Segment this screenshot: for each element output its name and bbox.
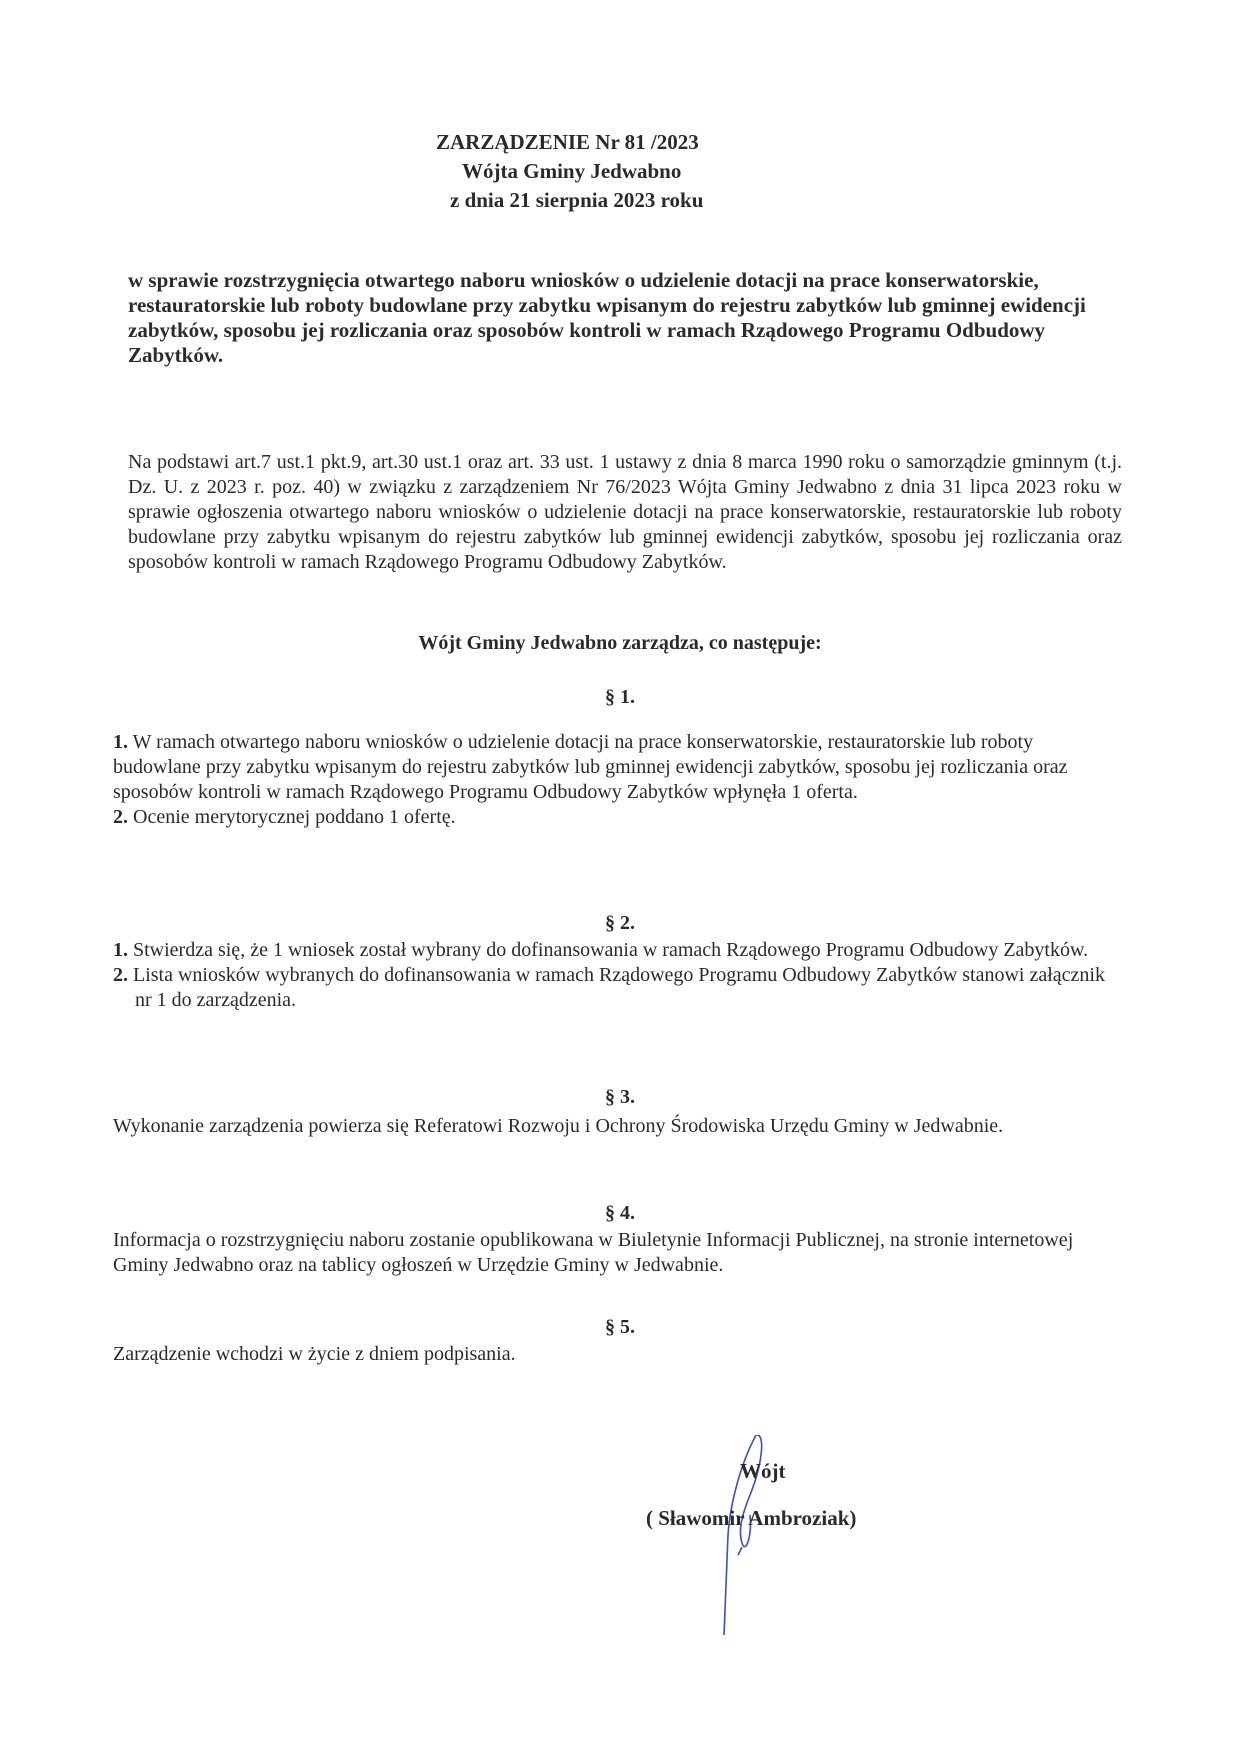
item-number: 1. — [113, 731, 128, 753]
section-2-item-2 — [113, 963, 1123, 1013]
section-2-item-1 — [113, 938, 1123, 963]
section-1-body — [113, 730, 1123, 830]
ordinance-issuer: Wójta Gminy Jedwabno — [462, 159, 682, 183]
section-3-title: § 3. — [605, 1086, 635, 1108]
orders-line: Wójt Gminy Jedwabno zarządza, co następuje: — [418, 632, 822, 654]
item-text: Lista wniosków wybranych do dofinansowania w ramach Rządowego Programu Odbudowy Zabytków stanowi załącznik nr 1 do zarządzenia. — [128, 964, 1105, 1011]
item-number: 2. — [113, 806, 128, 828]
item-text: W ramach otwartego naboru wniosków o udzielenie dotacji na prace konserwatorskie, restauratorskie lub roboty budowlane przy zabytku wpisanym do rejestru zabytków lub gminnej ewidencji zabytków, sposobu jej rozliczania oraz sposobów kontroli w ramach Rządowego Programu Odbudowy Zabytków wpłynęła 1 oferta. — [113, 731, 1068, 803]
section-2-title: § 2. — [605, 912, 635, 934]
item-text: Ocenie merytorycznej poddano 1 ofertę. — [128, 806, 456, 828]
ordinance-subject: w sprawie rozstrzygnięcia otwartego naboru wniosków o udzielenie dotacji na prace konserwatorskie, restauratorskie lub roboty budowlane przy zabytku wpisanym do rejestru zabytków lub gminnej ewidencji zabytków, sposobu jej rozliczania oraz sposobów kontroli w ramach Rządowego Programu Odbudowy Zabytków. — [128, 268, 1086, 367]
item-text: Stwierdza się, że 1 wniosek został wybrany do dofinansowania w ramach Rządowego Programu Odbudowy Zabytków. — [128, 939, 1089, 961]
section-1-title: § 1. — [605, 686, 635, 708]
section-2-body — [113, 938, 1123, 1013]
item-number: 1. — [113, 939, 128, 961]
ordinance-title: ZARZĄDZENIE Nr 81 /2023 — [436, 130, 699, 154]
section-5-title: § 5. — [605, 1316, 635, 1338]
signatory-title: Wójt — [740, 1459, 786, 1483]
document-header — [380, 128, 780, 215]
item-number: 2. — [113, 964, 128, 986]
section-1-item-1 — [113, 730, 1123, 805]
ordinance-date: z dnia 21 sierpnia 2023 roku — [450, 188, 704, 212]
signatory-name: ( Sławomir Ambroziak) — [646, 1506, 857, 1530]
section-3-text: Wykonanie zarządzenia powierza się Referatowi Rozwoju i Ochrony Środowiska Urzędu Gminy w Jedwabnie. — [113, 1115, 1004, 1137]
section-4-text: Informacja o rozstrzygnięciu naboru zostanie opublikowana w Biuletynie Informacji Publicznej, na stronie internetowej Gminy Jedwabno oraz na tablicy ogłoszeń w Urzędzie Gminy w Jedwabnie. — [113, 1229, 1074, 1276]
section-4-title: § 4. — [605, 1202, 635, 1224]
section-1-item-2 — [113, 805, 1123, 830]
section-5-text: Zarządzenie wchodzi w życie z dniem podpisania. — [113, 1343, 516, 1365]
legal-basis: Na podstawi art.7 ust.1 pkt.9, art.30 ust.1 oraz art. 33 ust. 1 ustawy z dnia 8 marca 1990 roku o samorządzie gminnym (t.j. Dz. U. z 2023 r. poz. 40) w związku z zarządzeniem Nr 76/2023 Wójta Gminy Jedwabno z dnia 31 lipca 2023 roku w sprawie ogłoszenia otwartego naboru wniosków o udzielenie dotacji na prace konserwatorskie, restauratorskie lub roboty budowlane przy zabytku wpisanym do rejestru zabytków lub gminnej ewidencji zabytków, sposobu jej rozliczania oraz sposobów kontroli w ramach Rządowego Programu Odbudowy Zabytków. — [128, 451, 1122, 573]
